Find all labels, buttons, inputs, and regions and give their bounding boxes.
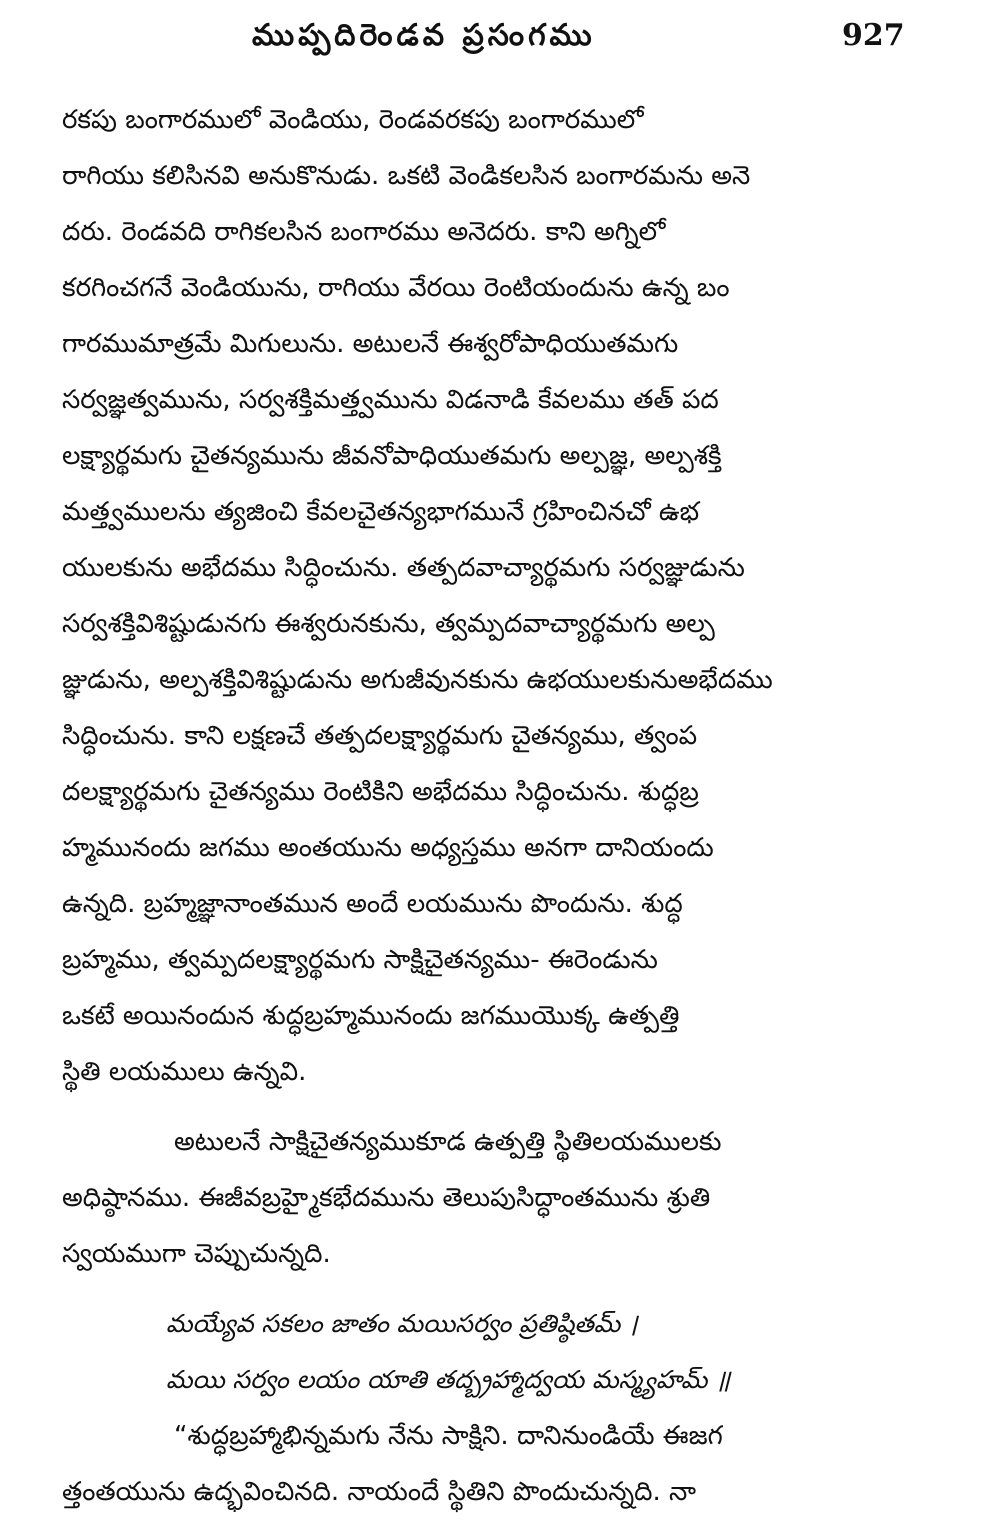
text-line: గారముమాత్రమే మిగులును. అటులనే ఈశ్వరోపాధియుతమగు bbox=[62, 329, 679, 359]
verse-line: మయి సర్వం లయం యాతి తద్బ్రహ్మాద్వయ మస్మ్యహమ్ ॥ bbox=[166, 1365, 731, 1394]
paragraph-spacer bbox=[62, 1100, 904, 1114]
text-line: “శుద్ధబ్రహ్మాభిన్నమగు నేను సాక్షిని. దానినుండియే ఈజగ bbox=[174, 1421, 723, 1451]
text-line: కరగించగనే వెండియును, రాగియు వేరయి రెంటియందును ఉన్న బం bbox=[62, 273, 730, 303]
text-line: ఒకటే అయినందున శుద్ధబ్రహ్మమునందు జగముయొక్క ఉత్పత్తి bbox=[62, 1001, 680, 1031]
text-line: త్తంతయును ఉద్భవించినది. నాయందే స్థితిని పొందుచున్నది. నా bbox=[62, 1477, 697, 1507]
paragraph-2 bbox=[62, 1114, 904, 1282]
text-line: రకపు బంగారములో వెండియు, రెండవరకపు బంగారములో bbox=[62, 105, 644, 135]
text-line: స్థితి లయములు ఉన్నవి. bbox=[62, 1057, 307, 1087]
text-line: జ్ఞుడును, అల్పశక్తివిశిష్టుడును అగుజీవునకును ఉభయులకునుఅభేదము bbox=[62, 665, 773, 695]
text-line: స్వయముగా చెప్పుచున్నది. bbox=[62, 1239, 331, 1269]
text-line: లక్ష్యార్థమగు చైతన్యమును జీవనోపాధియుతమగు అల్పజ్ఞ, అల్పశక్తి bbox=[62, 441, 722, 471]
text-line: సర్వజ్ఞత్వమును, సర్వశక్తిమత్త్వమును విడనాడి కేవలము తత్ పద bbox=[62, 385, 719, 415]
text-line: హ్మమునందు జగము అంతయును అధ్యస్తము అనగా దానియందు bbox=[62, 833, 714, 863]
text-line: బ్రహ్మము, త్వమ్పదలక్ష్యార్థమగు సాక్షిచైతన్యము- ఈరెండును bbox=[62, 945, 658, 975]
text-line: యులకును అభేదము సిద్ధించును. తత్పదవాచ్యార్థమగు సర్వజ్ఞుడును bbox=[62, 553, 745, 583]
text-line: సర్వశక్తివిశిష్టుడునగు ఈశ్వరునకును, త్వమ్పదవాచ్యార్థమగు అల్ప bbox=[62, 609, 715, 639]
sanskrit-verse bbox=[62, 1296, 904, 1408]
body-text bbox=[62, 92, 904, 1520]
text-line: దరు. రెండవది రాగికలసిన బంగారము అనెదరు. కాని అగ్నిలో bbox=[62, 217, 666, 247]
text-line: మత్త్వములను త్యజించి కేవలచైతన్యభాగమునే గ్రహించినచో ఉభ bbox=[62, 497, 700, 527]
running-head bbox=[0, 12, 999, 64]
text-line: సిద్ధించును. కాని లక్షణచే తత్పదలక్ష్యార్థమగు చైతన్యము, త్వంప bbox=[62, 721, 698, 751]
text-line: దలక్ష్యార్థమగు చైతన్యము రెంటికిని అభేదము సిద్ధించును. శుద్ధబ్ర bbox=[62, 777, 699, 807]
text-line: ఉన్నది. బ్రహ్మజ్ఞానాంతమున అందే లయమును పొందును. శుద్ధ bbox=[62, 889, 683, 919]
page-number: 927 bbox=[842, 18, 905, 53]
text-line: అధిష్ఠానము. ఈజీవబ్రహ్మైకభేదమును తెలుపుసిద్ధాంతమును శ్రుతి bbox=[62, 1183, 711, 1213]
chapter-title: ముప్పదిరెండవ ప్రసంగము bbox=[252, 18, 596, 53]
paragraph-spacer bbox=[62, 1282, 904, 1296]
text-line: అటులనే సాక్షిచైతన్యముకూడ ఉత్పత్తి స్థితిలయములకు bbox=[174, 1127, 722, 1157]
paragraph-3 bbox=[62, 1408, 904, 1520]
verse-line: మయ్యేవ సకలం జాతం మయిసర్వం ప్రతిష్ఠితమ్ । bbox=[166, 1309, 638, 1338]
paragraph-1 bbox=[62, 92, 904, 1100]
text-line: రాగియు కలిసినవి అనుకొనుడు. ఒకటి వెండికలసిన బంగారమను అనె bbox=[62, 161, 751, 191]
